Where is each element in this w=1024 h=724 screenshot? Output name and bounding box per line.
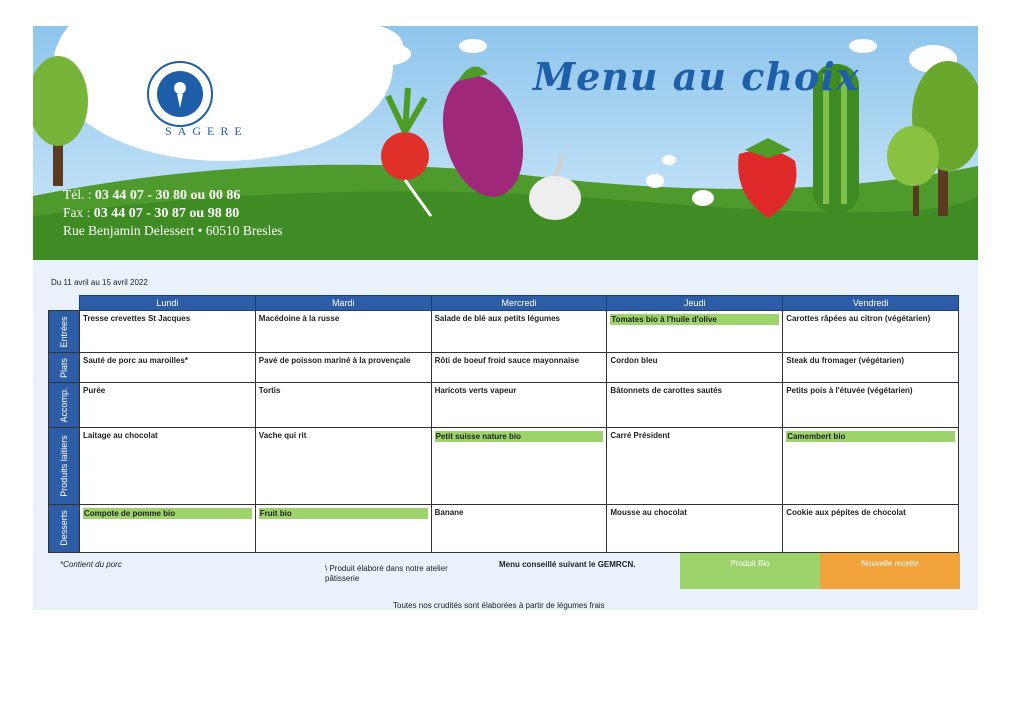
- day-header: Mardi: [255, 296, 431, 311]
- menu-item: Tresse crevettes St Jacques: [83, 314, 191, 323]
- radish-character: [381, 132, 429, 180]
- menu-item: Bâtonnets de carottes sautés: [610, 386, 722, 396]
- menu-cell: [783, 504, 959, 552]
- menu-table: [48, 295, 959, 553]
- menu-item: Carré Président: [610, 431, 670, 441]
- menu-cell: [783, 428, 959, 504]
- menu-item: Cookie aux pépites de chocolat: [786, 507, 906, 517]
- menu-cell: [607, 428, 783, 504]
- menu-item: Cordon bleu: [610, 356, 658, 366]
- menu-item: Vache qui rit: [258, 431, 307, 441]
- menu-item: Petits pois à l'étuvée (végétarien): [786, 386, 913, 396]
- pastry-icon: \: [325, 564, 328, 573]
- category-label: [49, 383, 80, 428]
- menu-item: Laitage au chocolat: [83, 431, 158, 441]
- menu-item-bio: Fruit bio: [259, 508, 428, 519]
- menu-item: Tortis: [258, 386, 281, 396]
- menu-cell: [431, 504, 607, 552]
- menu-cell: [783, 311, 959, 353]
- contact-block: [63, 186, 283, 239]
- menu-item: Salade de blé aux petits légumes: [434, 314, 560, 323]
- day-header: Jeudi: [607, 296, 783, 311]
- menu-title: Menu au choix: [533, 54, 860, 99]
- category-label: [49, 504, 80, 552]
- menu-item: Mousse au chocolat: [610, 507, 687, 517]
- category-label: [49, 353, 80, 383]
- menu-cell: [607, 353, 783, 383]
- crudites-note: Toutes nos crudités sont élaborées à partir de légumes frais: [393, 601, 605, 610]
- tel-label: Tél. :: [63, 187, 92, 202]
- sheep: [646, 174, 664, 188]
- menu-cell: [255, 428, 431, 504]
- menu-item-bio: Petit suisse nature bio: [435, 431, 604, 442]
- logo-name: SAGERE: [165, 124, 248, 138]
- menu-cell: [80, 353, 256, 383]
- pastry-note: [325, 564, 475, 584]
- menu-cell: [431, 353, 607, 383]
- menu-item: Haricots verts vapeur: [434, 386, 517, 396]
- menu-cell: [80, 383, 256, 428]
- menu-cell: [431, 311, 607, 353]
- menu-item: Banane: [434, 507, 464, 517]
- menu-cell: [255, 353, 431, 383]
- menu-row: [49, 383, 959, 428]
- date-range: Du 11 avril au 15 avril 2022: [51, 278, 148, 287]
- menu-cell: [607, 504, 783, 552]
- gemrcn-note: Menu conseillé suivant le GEMRCN.: [499, 560, 636, 569]
- menu-item: Rôti de boeuf froid sauce mayonnaise: [434, 356, 580, 366]
- menu-row: [49, 504, 959, 552]
- pastry-note-text: Produit élaboré dans notre atelier pâtisserie: [325, 564, 448, 583]
- menu-cell: [80, 311, 256, 353]
- tel-value: 03 44 07 - 30 80 ou 00 86: [94, 188, 241, 203]
- address: Rue Benjamin Delessert • 60510 Bresles: [63, 223, 283, 238]
- menu-cell: [783, 353, 959, 383]
- fax-label: Fax :: [63, 205, 91, 220]
- garlic-character: [529, 176, 581, 220]
- menu-cell: [80, 504, 256, 552]
- menu-item: Purée: [83, 386, 106, 396]
- table-corner: [49, 296, 80, 311]
- menu-cell: [607, 383, 783, 428]
- category-label-text: Desserts: [59, 510, 69, 547]
- menu-item: Sauté de porc au maroilles*: [83, 356, 188, 366]
- menu-cell: [783, 383, 959, 428]
- menu-cell: [255, 383, 431, 428]
- fax-value: 03 44 07 - 30 87 ou 98 80: [93, 206, 240, 221]
- legend-new-recipe: Nouvelle recette: [820, 553, 960, 589]
- category-label-text: Entrées: [59, 316, 69, 348]
- pork-note: *Contient du porc: [60, 560, 122, 569]
- menu-cell: [255, 504, 431, 552]
- menu-row: [49, 353, 959, 383]
- menu-item: Steak du fromager (végétarien): [786, 356, 904, 366]
- day-header-row: [49, 296, 959, 311]
- category-label-text: Plats: [59, 357, 69, 378]
- category-label: [49, 311, 80, 353]
- menu-item: Carottes râpées au citron (végétarien): [786, 314, 931, 323]
- menu-cell: [431, 383, 607, 428]
- sheep: [692, 190, 714, 206]
- menu-cell: [431, 428, 607, 504]
- menu-cell: [80, 428, 256, 504]
- legend-bio: Produit Bio: [680, 553, 820, 589]
- day-header: Vendredi: [783, 296, 959, 311]
- menu-item: Pavé de poisson mariné à la provençale: [258, 356, 411, 366]
- menu-item: Macédoine à la russe: [258, 314, 340, 323]
- day-header: Lundi: [80, 296, 256, 311]
- menu-row: [49, 428, 959, 504]
- category-label-text: Produits laitiers: [59, 435, 69, 497]
- menu-cell: [255, 311, 431, 353]
- menu-item-bio: Tomates bio à l'huile d'olive: [610, 314, 779, 325]
- menu-row: [49, 311, 959, 353]
- day-header: Mercredi: [431, 296, 607, 311]
- menu-item-bio: Compote de pomme bio: [83, 508, 252, 519]
- sheep: [662, 155, 676, 165]
- menu-item-bio: Camembert bio: [786, 431, 955, 442]
- category-label: [49, 428, 80, 504]
- menu-cell: [607, 311, 783, 353]
- header-banner: [33, 26, 978, 260]
- category-label-text: Accomp.: [59, 387, 69, 423]
